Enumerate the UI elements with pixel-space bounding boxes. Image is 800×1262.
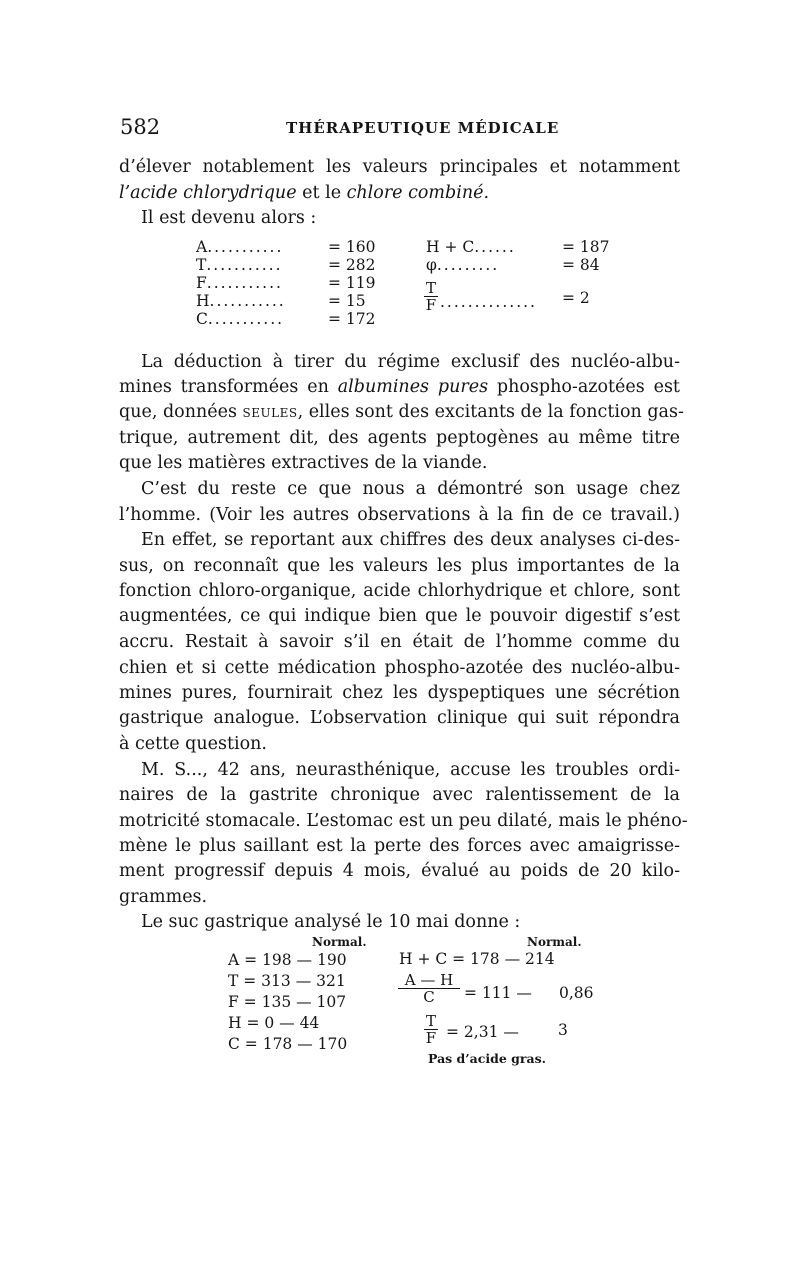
table1-row: A........... = 160 — [196, 238, 376, 256]
table1-row: T........... = 282 — [196, 256, 376, 274]
table2-ratio-1-value: = 111 — — [464, 984, 532, 1002]
running-title: THÉRAPEUTIQUE MÉDICALE — [286, 119, 560, 137]
intro-line-1: d’élever notablement les valeurs principales et notamment — [119, 157, 680, 177]
table2-ratio-1-normal: 0,86 — [559, 984, 594, 1002]
para4-line: mène le plus saillant est la perte des forces avec amaigrisse- — [119, 836, 680, 856]
para1-line: trique, autrement dit, des agents peptogènes au même titre — [119, 428, 680, 448]
table1-row: φ......... = 84 — [426, 256, 600, 274]
para3-line: sus, on reconnaît que les valeurs les plus importantes de la — [119, 556, 680, 576]
para2-line: l’homme. (Voir les autres observations à la fin de ce travail.) — [119, 505, 680, 525]
table1-row: F........... = 119 — [196, 274, 376, 292]
analysis-table-2 — [228, 950, 347, 1055]
albumines-pures-term: albumines pures — [337, 377, 489, 397]
para3-line: chien et si cette médication phospho-azotée des nucléo-albu- — [119, 658, 680, 678]
table2-ratio-2-normal: 3 — [558, 1021, 568, 1039]
intro-line-2: l’acide chlorydrique et le chlore combiné. — [119, 183, 490, 203]
para4-line: naires de la gastrite chronique avec ralentissement de la — [119, 785, 680, 805]
acid-term: l’acide chlorydrique — [119, 183, 297, 203]
analysis-table-1-right — [426, 238, 611, 274]
para4-line: grammes. — [119, 887, 208, 907]
para3-line: gastrique analogue. L’observation clinique qui suit répondra — [119, 708, 680, 728]
para1-line: La déduction à tirer du régime exclusif des nucléo-albu- — [141, 352, 680, 372]
para3-line: mines pures, fournirait chez les dyspeptiques une sécrétion — [119, 683, 680, 703]
normal-column-label: Normal. — [312, 935, 367, 949]
table1-ratio-value: = 2 — [562, 289, 590, 307]
para3-line: augmentées, ce qui indique bien que le pouvoir digestif s’est — [119, 606, 680, 626]
para4-line: M. S..., 42 ans, neurasthénique, accuse les troubles ordi- — [141, 760, 680, 780]
normal-column-label: Normal. — [527, 935, 582, 949]
intro-line-3: Il est devenu alors : — [141, 208, 317, 228]
chlore-term: chlore combiné. — [346, 183, 490, 203]
para3-line: à cette question. — [119, 734, 267, 754]
table2-hc-row: H + C = 178 — 214 — [399, 950, 555, 968]
para4-line: motricité stomacale. L’estomac est un peu dilaté, mais le phéno- — [119, 811, 688, 831]
table2-ratio-1-fraction: $\frac{A — H}{C}$ — [398, 972, 460, 1005]
table1-ratio-fraction: $\frac{T}{F}$ — [425, 279, 437, 314]
para5-line: Le suc gastrique analysé le 10 mai donne : — [141, 912, 521, 932]
table2-row: C = 178 — 170 — [228, 1035, 348, 1053]
para1-line: mines transformées en albumines pures phospho-azotées est — [119, 377, 680, 397]
table1-row: H........... = 15 — [196, 292, 366, 310]
para3-line: En effet, se reportant aux chiffres des deux analyses ci-des- — [141, 530, 680, 550]
table2-note: Pas d’acide gras. — [428, 1051, 546, 1066]
para4-line: ment progressif depuis 4 mois, évalué au poids de 20 kilo- — [119, 861, 680, 881]
table2-row: F = 135 — 107 — [228, 993, 347, 1011]
table2-ratio-2-fraction: $\frac{T}{F}$ — [425, 1012, 437, 1047]
para1-line: que les matières extractives de la viande. — [119, 453, 488, 473]
para2-line: C’est du reste ce que nous a démontré son usage chez — [141, 479, 680, 499]
page-number: 582 — [120, 115, 161, 139]
para3-line: accru. Restait à savoir s’il en était de l’homme comme du — [119, 632, 680, 652]
table2-row: H = 0 — 44 — [228, 1014, 320, 1032]
table1-row: H + C...... = 187 — [426, 238, 610, 256]
table2-ratio-2-value: = 2,31 — — [446, 1023, 519, 1041]
table1-row: C........... = 172 — [196, 310, 376, 328]
para1-line: que, données seules, elles sont des excitants de la fonction gas- — [119, 402, 684, 422]
table1-ratio-dots: .............. — [440, 293, 537, 311]
table2-row: T = 313 — 321 — [228, 972, 346, 990]
analysis-table-1 — [196, 238, 376, 328]
para3-line: fonction chloro-organique, acide chlorhydrique et chlore, sont — [119, 581, 680, 601]
table2-row: A = 198 — 190 — [228, 951, 347, 969]
